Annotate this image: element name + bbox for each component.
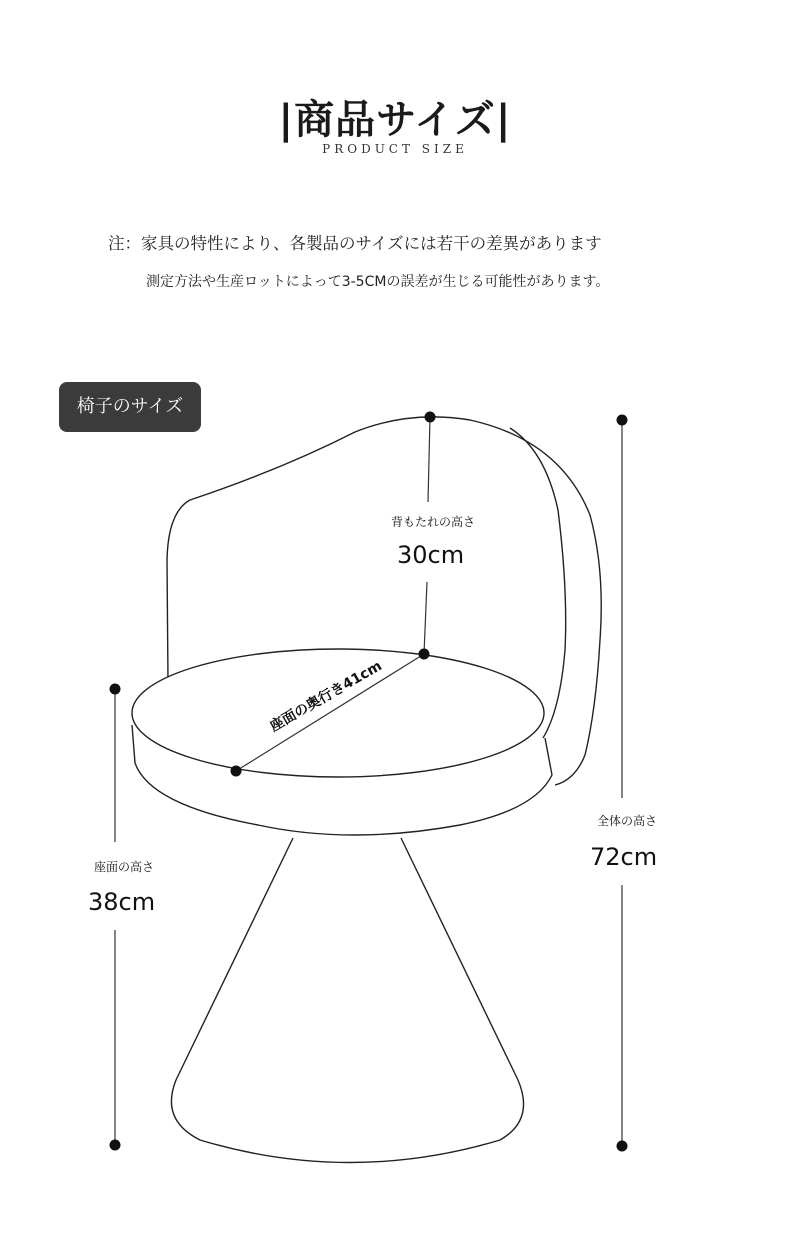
- overall-height-label: 全体の高さ: [597, 814, 658, 828]
- backrest-dim-line-bottom: [424, 582, 427, 654]
- note-line-2: 測定方法や生産ロットによって3-5CMの誤差が生じる可能性があります。: [146, 274, 610, 290]
- overall-height-value: 72cm: [590, 843, 658, 871]
- chair-base: [171, 838, 523, 1163]
- backrest-dim-line-top: [428, 417, 430, 502]
- seat-height-value: 38cm: [88, 888, 156, 916]
- backrest-height-label: 背もたれの高さ: [391, 515, 476, 529]
- chair-seat-top: [132, 649, 544, 777]
- seat-height-label: 座面の高さ: [94, 860, 155, 874]
- section-badge: 椅子のサイズ: [59, 382, 201, 432]
- dim-dot: [617, 415, 628, 426]
- backrest-height-value: 30cm: [397, 541, 465, 569]
- seat-depth-label: 座面の奥行き41cm: [267, 658, 385, 736]
- dim-dot: [110, 1140, 121, 1151]
- page-title: |商品サイズ|: [278, 97, 512, 143]
- dim-dot: [231, 766, 242, 777]
- dim-dot: [425, 412, 436, 423]
- note-line-1: 注：家具の特性により、各製品のサイズには若干の差異があります: [108, 234, 602, 253]
- dim-dot: [419, 649, 430, 660]
- page-subtitle: PRODUCT SIZE: [322, 142, 468, 156]
- dim-dot: [110, 684, 121, 695]
- dim-dot: [617, 1141, 628, 1152]
